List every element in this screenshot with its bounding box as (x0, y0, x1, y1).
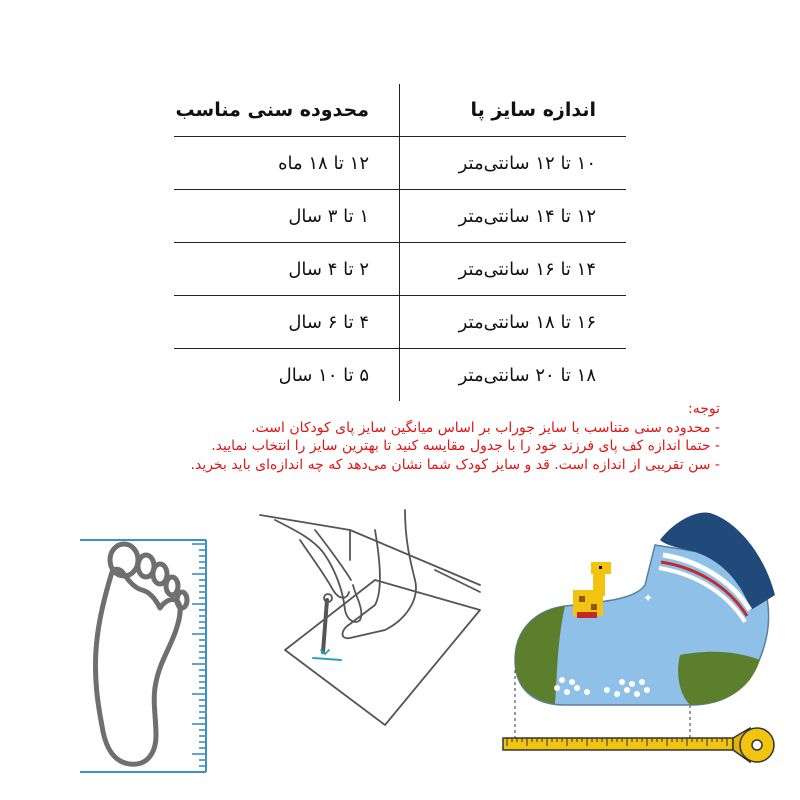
age-range-cell: ۲ تا ۴ سال (174, 243, 400, 296)
baby-sock-with-tape-measure-icon (495, 500, 785, 780)
header-foot-size: اندازه سایز پا (400, 84, 627, 137)
header-age-range: محدوده سنی مناسب (174, 84, 400, 137)
note-line: - محدوده سنی متناسب با سایز جوراب بر اساس میانگین سایز پای کودکان است. (251, 419, 720, 436)
table-row (174, 296, 626, 349)
foot-size-cell: ۱۲ تا ۱۴ سانتی‌متر (400, 190, 627, 243)
notes-block (40, 400, 720, 474)
svg-text:✦: ✦ (643, 591, 654, 605)
foot-size-cell: ۱۶ تا ۱۸ سانتی‌متر (400, 296, 627, 349)
age-range-cell: ۵ تا ۱۰ سال (278, 364, 369, 386)
size-table (174, 84, 626, 401)
table-row (174, 137, 626, 190)
sock-icon (515, 512, 775, 705)
age-range-cell: ۱۲ تا ۱۸ ماه (174, 137, 400, 190)
table-row (174, 243, 626, 296)
foot-size-cell: ۱۴ تا ۱۶ سانتی‌متر (400, 243, 627, 296)
table-header-row (174, 84, 626, 137)
age-range-cell: ۴ تا ۶ سال (174, 296, 400, 349)
notes-title: توجه: (687, 401, 720, 417)
age-range-cell: ۱ تا ۳ سال (174, 190, 400, 243)
note-line: - سن تقریبی از اندازه است. قد و سایز کودک شما نشان می‌دهد که چه اندازه‌ای باید بخرید. (190, 456, 720, 473)
foot-on-ruler-icon (72, 530, 222, 780)
foot-size-cell: ۱۸ تا ۲۰ سانتی‌متر (400, 349, 627, 402)
table-row (174, 349, 626, 402)
tape-measure-icon (503, 728, 774, 762)
table-row (174, 190, 626, 243)
hand-tracing-foot-icon (255, 500, 485, 730)
foot-size-cell: ۱۰ تا ۱۲ سانتی‌متر (400, 137, 627, 190)
note-line: - حتما اندازه کف پای فرزند خود را با جدول مقایسه کنید تا بهترین سایز را انتخاب نمایید. (211, 438, 720, 454)
